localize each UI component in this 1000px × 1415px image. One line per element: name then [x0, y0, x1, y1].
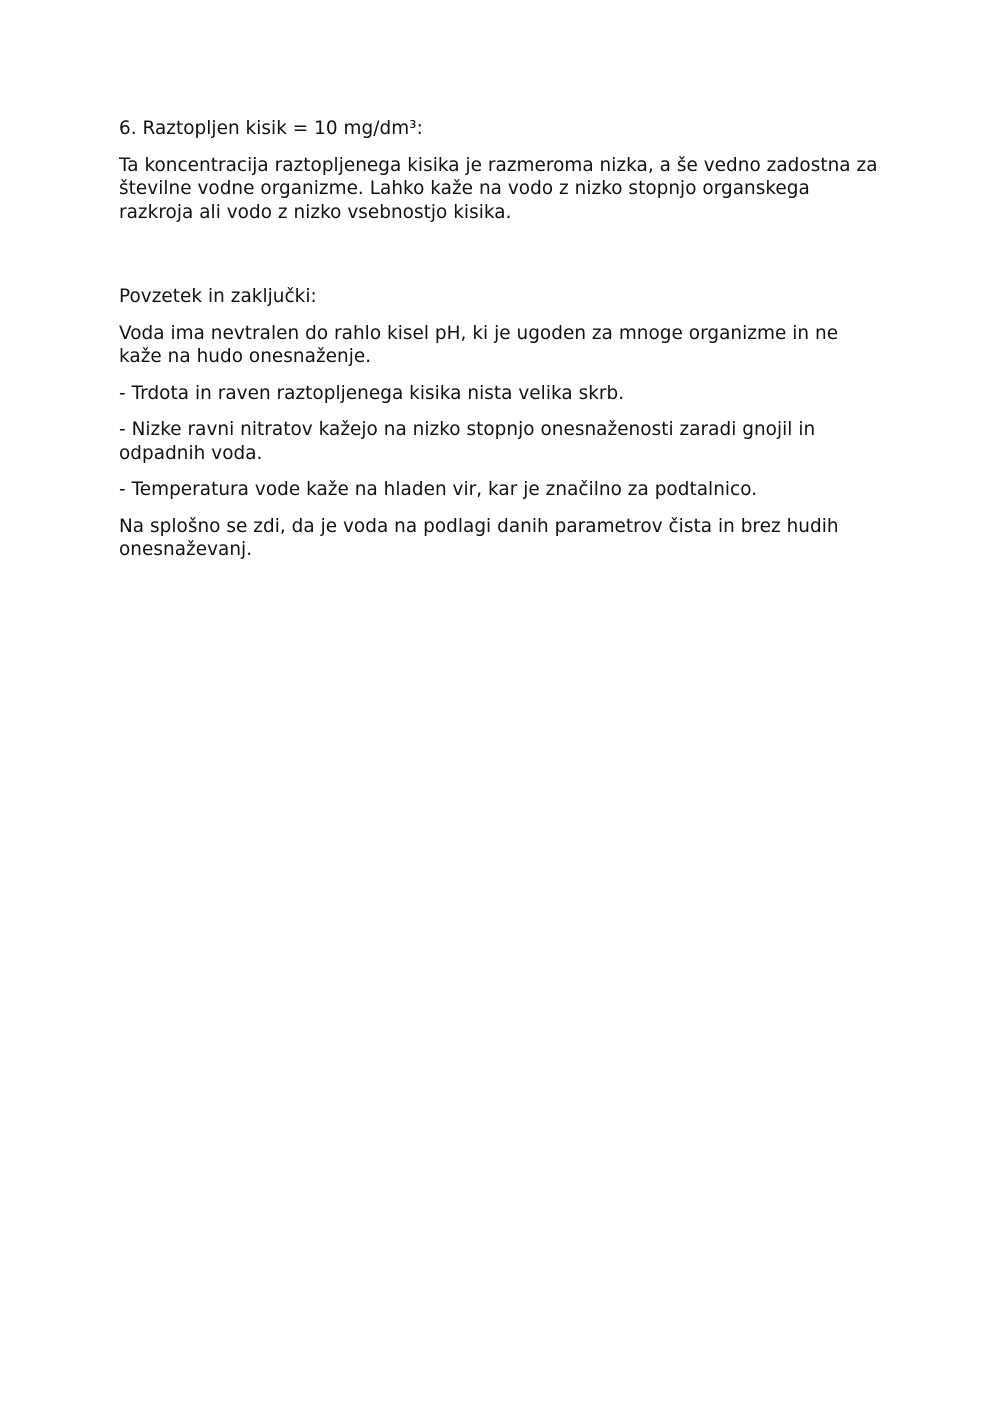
summary-bullet-temperature: - Temperatura vode kaže na hladen vir, kar je značilno za podtalnico.	[119, 479, 758, 500]
summary-heading: Povzetek in zaključki:	[119, 286, 317, 307]
summary-bullet-nitrates: - Nizke ravni nitratov kažejo na nizko stopnjo onesnaženosti zaradi gnojil in odpadnih voda.	[119, 419, 816, 464]
document-body	[119, 117, 879, 575]
summary-intro-paragraph: Voda ima nevtralen do rahlo kisel pH, ki je ugoden za mnoge organizme in ne kaže na hudo onesnaženje.	[119, 322, 839, 367]
section-6-paragraph: Ta koncentracija raztopljenega kisika je razmeroma nizka, a še vedno zadostna za številne vodne organizme. Lahko kaže na vodo z nizko stopnjo organskega razkroja ali vodo z nizko vsebnostjo kisika.	[119, 154, 878, 223]
summary-conclusion-paragraph: Na splošno se zdi, da je voda na podlagi danih parametrov čista in brez hudih onesnaževanj.	[119, 515, 839, 560]
section-6-heading: 6. Raztopljen kisik = 10 mg/dm³:	[119, 118, 423, 139]
summary-bullet-hardness-oxygen: - Trdota in raven raztopljenega kisika nista velika skrb.	[119, 382, 625, 404]
section-spacer	[119, 237, 879, 285]
